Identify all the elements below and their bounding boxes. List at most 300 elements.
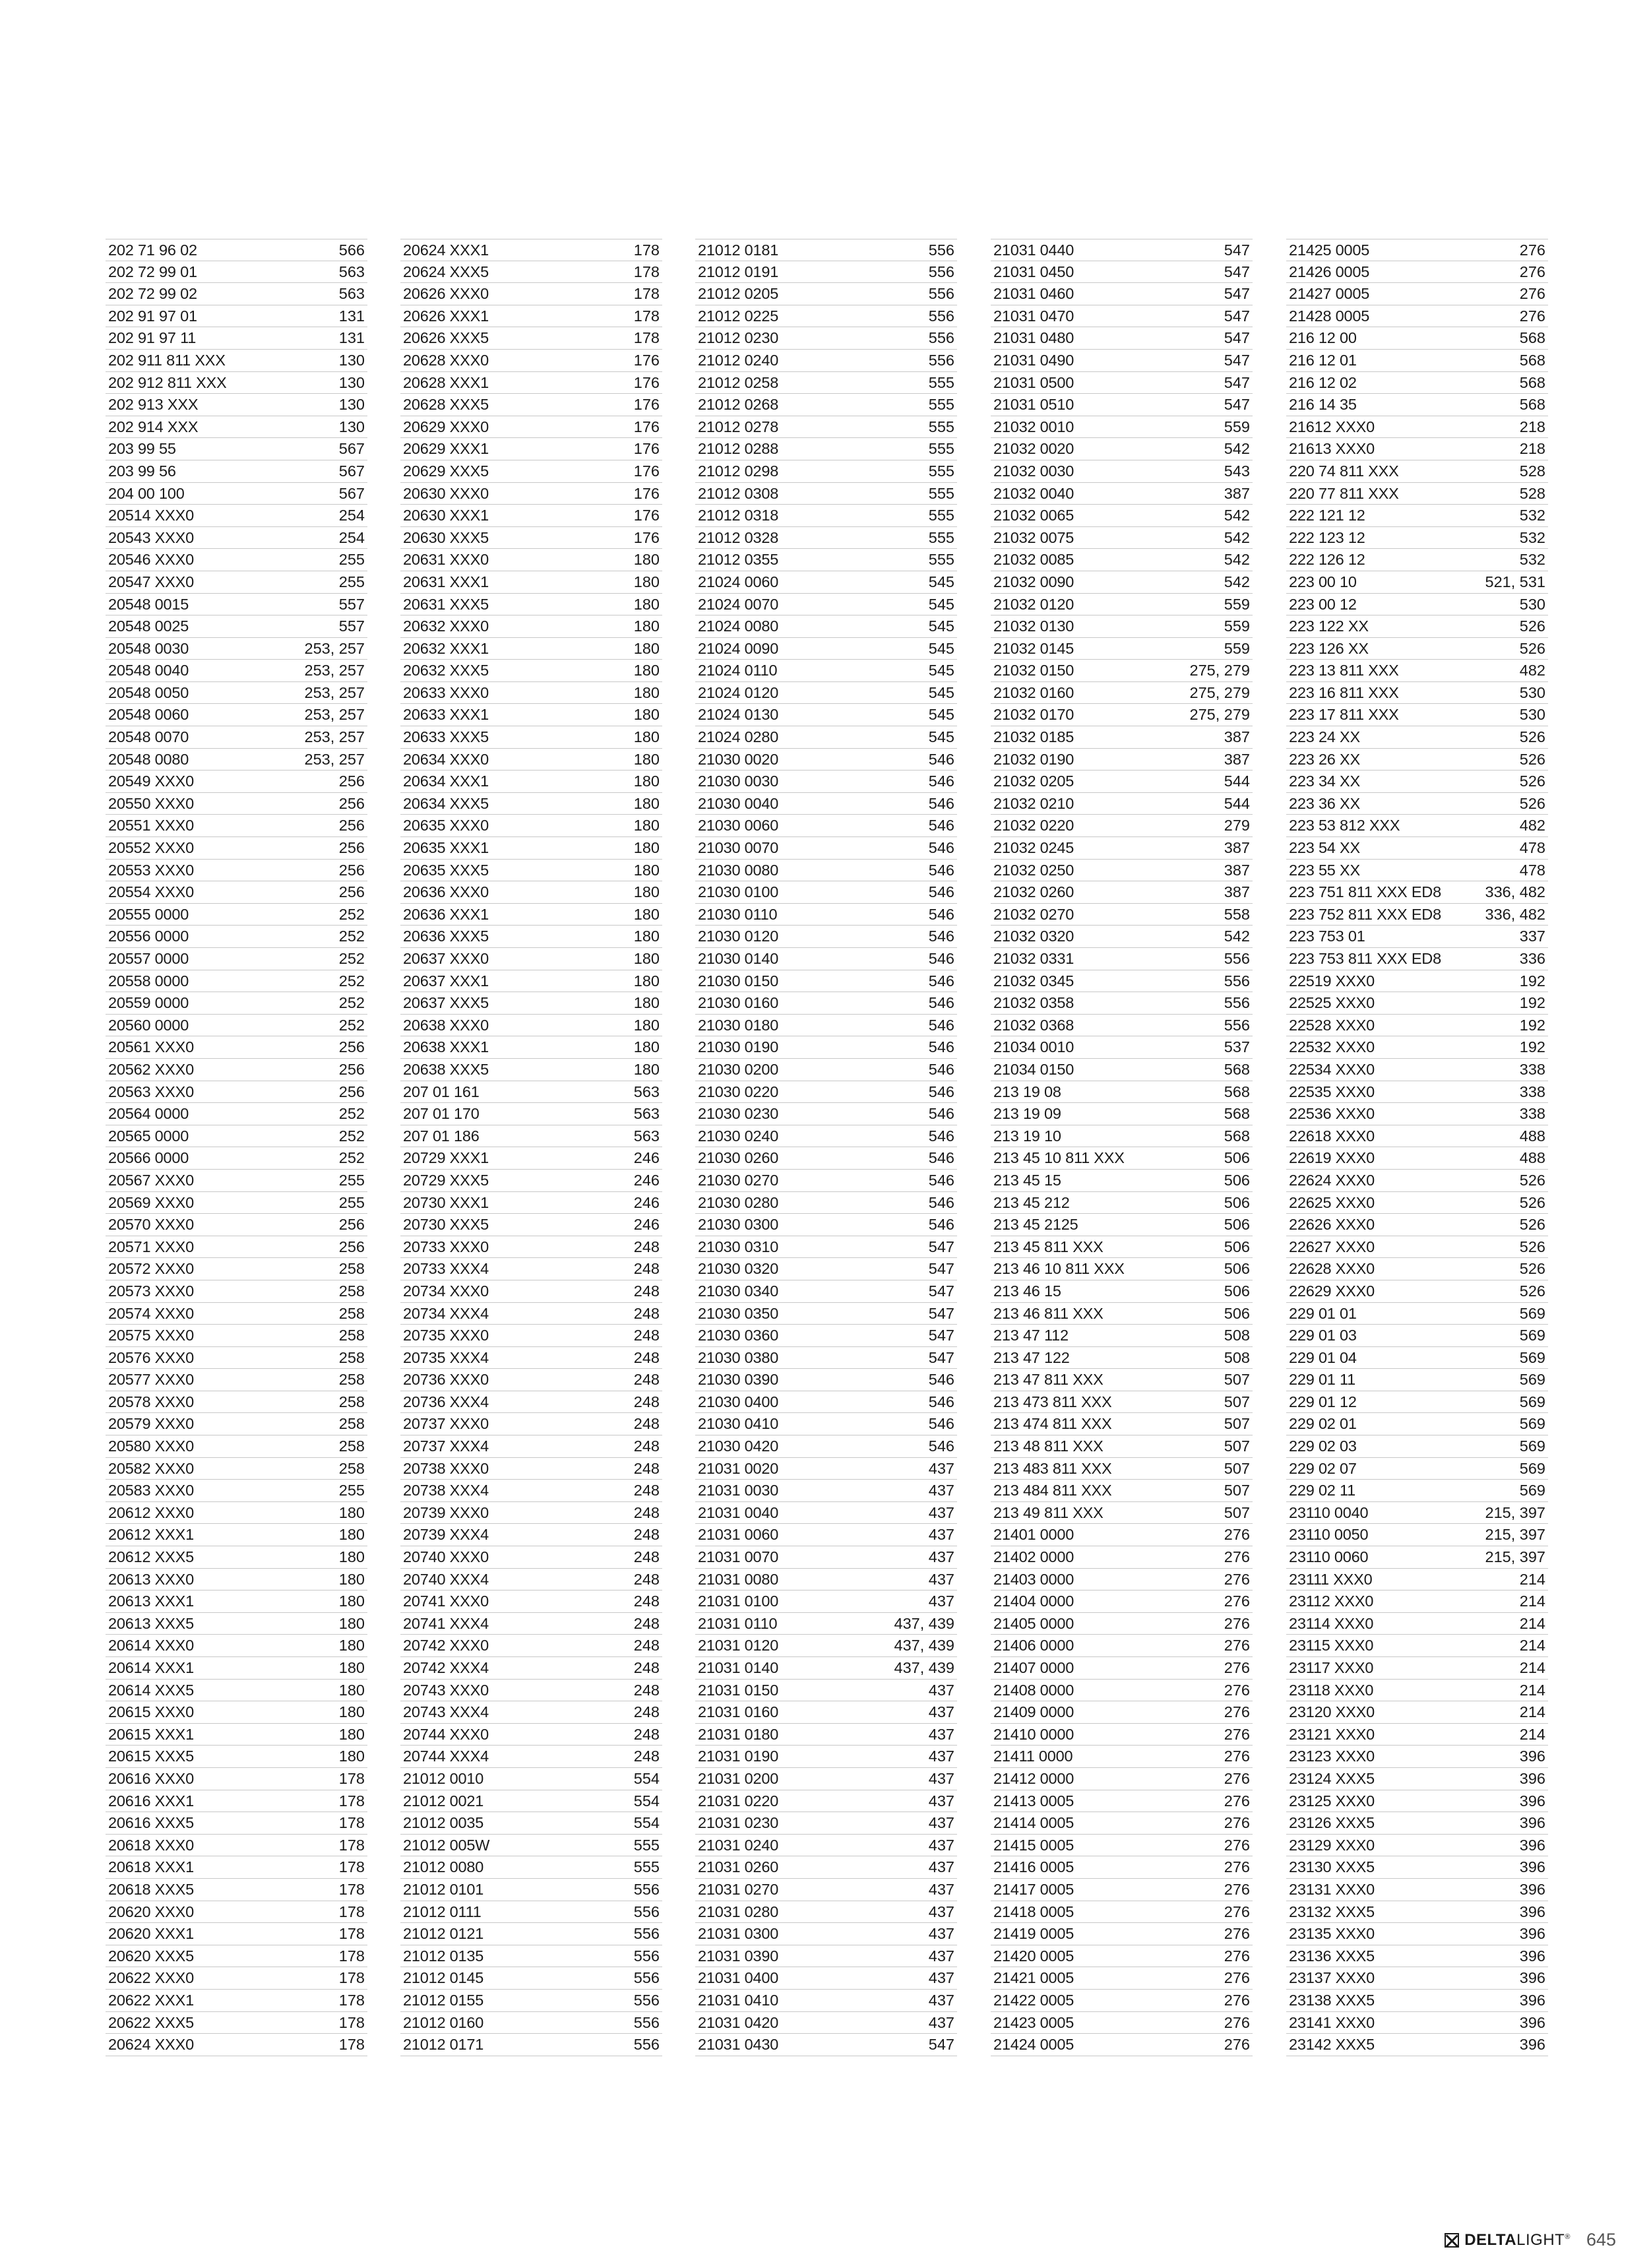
article-code: 21030 0190 [698,1038,779,1056]
index-row [695,1945,957,1968]
article-code: 21032 0170 [993,706,1074,724]
article-code: 223 26 XX [1289,750,1360,768]
index-row [695,1458,957,1480]
article-code: 21032 0270 [993,905,1074,923]
index-row [1286,1036,1548,1059]
article-code: 23137 XXX0 [1289,1969,1375,1987]
page-reference: 559 [1224,617,1250,635]
index-row [695,815,957,837]
article-code: 20638 XXX5 [403,1060,489,1078]
page-reference: 437 [928,1482,954,1499]
article-code: 20612 XXX5 [108,1548,194,1566]
article-code: 20622 XXX1 [108,1991,194,2009]
article-code: 213 474 811 XXX [993,1415,1112,1433]
page-reference: 555 [928,418,954,435]
page-reference: 547 [928,1348,954,1366]
article-code: 23131 XXX0 [1289,1880,1375,1898]
article-code: 21024 0060 [698,573,779,590]
article-code: 20633 XXX0 [403,683,489,701]
article-code: 213 47 122 [993,1348,1070,1366]
page-reference: 387 [1224,839,1250,857]
page-reference: 338 [1519,1083,1545,1100]
index-row [1286,726,1548,749]
index-row [106,549,367,571]
article-code: 223 126 XX [1289,639,1369,657]
page-reference: 506 [1224,1149,1250,1167]
page-reference: 218 [1519,440,1545,458]
article-code: 213 483 811 XXX [993,1459,1112,1477]
article-code: 20630 XXX0 [403,484,489,502]
page-reference: 176 [633,484,660,502]
page-reference: 178 [338,1814,365,1832]
page-reference: 248 [633,1393,660,1410]
index-row [106,438,367,460]
page-reference: 178 [338,1903,365,1920]
article-code: 20551 XXX0 [108,817,194,835]
page-reference: 180 [633,839,660,857]
page-reference: 214 [1519,1659,1545,1676]
index-row [106,1103,367,1125]
page-reference: 130 [338,373,365,391]
article-code: 20514 XXX0 [108,507,194,524]
index-row [400,1502,662,1525]
article-code: 216 12 01 [1289,351,1357,369]
index-row [106,1546,367,1569]
page-reference: 437 [928,1548,954,1566]
index-row [1286,350,1548,372]
article-code: 23124 XXX5 [1289,1769,1375,1787]
page-reference: 396 [1519,1880,1545,1898]
article-code: 23115 XXX0 [1289,1637,1374,1654]
page-reference: 248 [633,1637,660,1654]
index-row [695,1635,957,1657]
page-reference: 254 [338,528,365,546]
index-row [695,372,957,394]
page-reference: 506 [1224,1260,1250,1278]
index-row [106,1524,367,1546]
index-row [400,815,662,837]
article-code: 22525 XXX0 [1289,994,1375,1012]
article-code: 202 72 99 02 [108,285,197,303]
page-reference: 180 [633,750,660,768]
index-row [106,615,367,638]
page-reference: 255 [338,1193,365,1211]
index-row [106,571,367,594]
page-reference: 180 [633,972,660,990]
index-row [1286,1258,1548,1280]
article-code: 20543 XXX0 [108,528,194,546]
index-row [1286,1945,1548,1968]
index-row [695,615,957,638]
index-row [991,1680,1253,1702]
page-reference: 253, 257 [304,683,365,701]
index-row [400,1347,662,1370]
page-reference: 545 [928,639,954,657]
article-code: 20574 XXX0 [108,1304,194,1322]
page-reference: 556 [633,1903,660,1920]
page-reference: 547 [928,1260,954,1278]
page-reference: 246 [633,1216,660,1234]
page-reference: 556 [928,351,954,369]
index-row [695,726,957,749]
index-row [991,505,1253,527]
index-row [400,992,662,1015]
index-row [106,970,367,993]
index-row [400,926,662,948]
page-reference: 437 [928,1903,954,1920]
article-code: 213 45 10 811 XXX [993,1149,1125,1167]
page-reference: 180 [633,1060,660,1078]
page-reference: 437 [928,1969,954,1987]
article-code: 21030 0080 [698,861,779,879]
index-row [1286,948,1548,970]
page-reference: 542 [1224,528,1250,546]
page-reference: 568 [1224,1060,1250,1078]
index-row [1286,571,1548,594]
article-code: 21421 0005 [993,1969,1074,1987]
index-row [106,1901,367,1924]
page-reference: 180 [338,1548,365,1566]
page-reference: 130 [338,351,365,369]
page-reference: 546 [928,1105,954,1123]
index-row [106,460,367,483]
index-row [991,327,1253,350]
article-code: 21031 0220 [698,1792,779,1810]
page-reference: 437 [928,1459,954,1477]
article-code: 20548 0040 [108,662,189,679]
page-reference: 555 [928,396,954,414]
page-reference: 248 [633,1260,660,1278]
page-reference: 547 [1224,307,1250,325]
index-row [106,1059,367,1081]
page-reference: 276 [1519,285,1545,303]
index-row [991,726,1253,749]
page-reference: 180 [338,1748,365,1765]
article-code: 202 72 99 01 [108,263,197,280]
article-code: 21032 0130 [993,617,1074,635]
index-row [400,1192,662,1214]
page-reference: 178 [338,2013,365,2031]
article-code: 21030 0160 [698,994,779,1012]
article-code: 20548 0080 [108,750,189,768]
article-code: 21012 0328 [698,528,779,546]
article-code: 23125 XXX0 [1289,1792,1375,1810]
index-row [695,1059,957,1081]
index-row [1286,926,1548,948]
article-code: 21030 0280 [698,1193,779,1211]
page-reference: 547 [1224,329,1250,347]
article-code: 223 34 XX [1289,772,1360,790]
article-code: 20743 XXX0 [403,1681,489,1699]
page-reference: 180 [633,706,660,724]
page-reference: 248 [633,1348,660,1366]
article-code: 21012 0225 [698,307,779,325]
article-code: 20546 XXX0 [108,551,194,569]
page-reference: 563 [338,285,365,303]
index-row [400,327,662,350]
index-row [400,2034,662,2056]
article-code: 21031 0260 [698,1858,779,1876]
article-code: 21427 0005 [1289,285,1370,303]
index-row [991,1701,1253,1724]
page-reference: 176 [633,440,660,458]
page-reference: 178 [338,1836,365,1854]
article-code: 23142 XXX5 [1289,2036,1375,2054]
index-row [106,1480,367,1502]
index-row [695,881,957,904]
article-code: 20555 0000 [108,905,189,923]
page-reference: 437 [928,1503,954,1521]
article-code: 20744 XXX0 [403,1725,489,1743]
page-reference: 180 [633,595,660,613]
index-row [695,549,957,571]
page-reference: 248 [633,1725,660,1743]
article-code: 20626 XXX1 [403,307,489,325]
index-row [1286,682,1548,705]
index-row [1286,860,1548,882]
index-row [1286,305,1548,328]
index-row [1286,1746,1548,1768]
article-code: 21030 0340 [698,1282,779,1300]
article-code: 21406 0000 [993,1637,1074,1654]
article-code: 213 46 10 811 XXX [993,1260,1125,1278]
article-code: 229 01 12 [1289,1393,1357,1410]
page-reference: 255 [338,573,365,590]
page-reference: 246 [633,1149,660,1167]
page-reference: 507 [1224,1415,1250,1433]
article-code: 21031 0400 [698,1969,779,1987]
page-reference: 178 [633,329,660,347]
article-code: 21012 0145 [403,1969,484,1987]
index-row [400,1923,662,1945]
page-reference: 507 [1224,1503,1250,1521]
index-row [695,283,957,305]
index-row [106,416,367,439]
index-row [106,394,367,416]
article-code: 229 02 03 [1289,1437,1357,1455]
page-reference: 255 [338,1482,365,1499]
article-code: 21024 0120 [698,683,779,701]
index-column-1 [106,239,367,2056]
page-reference: 555 [928,484,954,502]
page-reference: 256 [338,817,365,835]
index-row [400,571,662,594]
page-reference: 180 [338,1592,365,1610]
article-code: 21612 XXX0 [1289,418,1375,435]
article-code: 21032 0085 [993,551,1074,569]
article-code: 202 914 XXX [108,418,199,435]
index-row [1286,615,1548,638]
page-reference: 178 [338,1769,365,1787]
page-reference: 542 [1224,507,1250,524]
article-code: 21032 0150 [993,662,1074,679]
index-row [400,1369,662,1391]
page-reference: 555 [928,462,954,480]
page-reference: 556 [633,2036,660,2054]
page-reference: 568 [1224,1105,1250,1123]
index-row [1286,638,1548,660]
index-row [106,926,367,948]
article-code: 20743 XXX4 [403,1703,489,1721]
index-row [106,948,367,970]
page-reference: 214 [1519,1725,1545,1743]
article-code: 20742 XXX0 [403,1637,489,1654]
index-row [695,2034,957,2056]
page-reference: 258 [338,1371,365,1389]
page-reference: 478 [1519,861,1545,879]
article-code: 20735 XXX4 [403,1348,489,1366]
page-reference: 176 [633,507,660,524]
page-reference: 276 [1224,1659,1250,1676]
article-code: 20634 XXX5 [403,794,489,812]
article-code: 229 01 04 [1289,1348,1357,1366]
index-row [991,1369,1253,1391]
page-reference: 180 [633,662,660,679]
page-reference: 214 [1519,1592,1545,1610]
article-code: 20552 XXX0 [108,839,194,857]
index-row [991,1458,1253,1480]
article-code: 21030 0410 [698,1415,779,1433]
index-row [991,261,1253,284]
article-code: 213 48 811 XXX [993,1437,1104,1455]
index-row [695,860,957,882]
article-code: 20578 XXX0 [108,1393,194,1410]
article-code: 23130 XXX5 [1289,1858,1375,1876]
article-code: 21030 0140 [698,950,779,967]
page-reference: 253, 257 [304,750,365,768]
article-code: 22619 XXX0 [1289,1149,1375,1167]
article-code: 21030 0150 [698,972,779,990]
index-row [106,860,367,882]
article-code: 20612 XXX0 [108,1503,194,1521]
index-row [106,771,367,793]
index-row [1286,1701,1548,1724]
article-code: 223 17 811 XXX [1289,706,1399,724]
index-row [106,1569,367,1591]
index-row [991,2012,1253,2034]
article-code: 23120 XXX0 [1289,1703,1375,1721]
index-row [400,1790,662,1813]
article-code: 20631 XXX1 [403,573,489,590]
article-code: 20615 XXX5 [108,1748,194,1765]
article-code: 21012 0268 [698,396,779,414]
page-reference: 248 [633,1748,660,1765]
page-reference: 256 [338,883,365,901]
article-code: 20741 XXX4 [403,1614,489,1632]
article-code: 21012 0080 [403,1858,484,1876]
index-row [991,438,1253,460]
article-code: 213 484 811 XXX [993,1482,1112,1499]
index-row [106,305,367,328]
index-row [695,1303,957,1325]
article-code: 20636 XXX1 [403,905,489,923]
index-row [1286,660,1548,682]
page-reference: 569 [1519,1327,1545,1344]
page-reference: 507 [1224,1482,1250,1499]
article-code: 222 126 12 [1289,551,1365,569]
index-row [400,394,662,416]
index-row [695,594,957,616]
article-code: 21422 0005 [993,1991,1074,2009]
index-row [1286,416,1548,439]
article-code: 20637 XXX5 [403,994,489,1012]
article-code: 20624 XXX0 [108,2036,194,2054]
article-code: 20564 0000 [108,1105,189,1123]
page-reference: 258 [338,1437,365,1455]
article-code: 21030 0220 [698,1083,779,1100]
index-row [1286,1569,1548,1591]
index-row [695,1280,957,1303]
index-row [1286,837,1548,860]
page-reference: 546 [928,861,954,879]
index-row [695,1081,957,1104]
page-reference: 252 [338,928,365,945]
page-reference: 482 [1519,817,1545,835]
article-code: 20618 XXX1 [108,1858,194,1876]
page-reference: 547 [1224,263,1250,280]
article-code: 21419 0005 [993,1925,1074,1943]
article-code: 21408 0000 [993,1681,1074,1699]
index-row [1286,704,1548,726]
index-row [695,1147,957,1170]
page-reference: 556 [633,1991,660,2009]
article-code: 21417 0005 [993,1880,1074,1898]
article-code: 21032 0331 [993,950,1074,967]
article-code: 207 01 161 [403,1083,480,1100]
page-reference: 336, 482 [1485,905,1545,923]
article-code: 21416 0005 [993,1858,1074,1876]
index-row [1286,904,1548,926]
page-reference: 396 [1519,1947,1545,1965]
page-reference: 555 [928,507,954,524]
page-reference: 506 [1224,1171,1250,1189]
brand-bold: DELTA [1464,2230,1517,2249]
article-code: 21410 0000 [993,1725,1074,1743]
article-code: 20730 XXX5 [403,1216,489,1234]
index-row [106,483,367,505]
page-reference: 547 [928,1238,954,1255]
article-code: 22536 XXX0 [1289,1105,1375,1123]
page-reference: 563 [633,1083,660,1100]
page-reference: 215, 397 [1485,1503,1545,1521]
index-row [400,438,662,460]
article-code: 21024 0090 [698,639,779,657]
page-reference: 547 [928,2036,954,2054]
article-code: 20734 XXX0 [403,1282,489,1300]
article-code: 20563 XXX0 [108,1083,194,1100]
article-code: 21030 0350 [698,1304,779,1322]
article-code: 21031 0270 [698,1880,779,1898]
article-code: 21031 0410 [698,1991,779,2009]
page-reference: 276 [1224,1814,1250,1832]
page-reference: 569 [1519,1371,1545,1389]
page-reference: 256 [338,794,365,812]
page-reference: 506 [1224,1193,1250,1211]
page-reference: 248 [633,1570,660,1588]
page-reference: 178 [338,1991,365,2009]
index-row [1286,1768,1548,1790]
index-row [991,1923,1253,1945]
index-row [1286,1391,1548,1414]
article-code: 20553 XXX0 [108,861,194,879]
article-code: 21030 0060 [698,817,779,835]
page-reference: 547 [1224,351,1250,369]
index-row [695,1170,957,1192]
page-reference: 176 [633,418,660,435]
page-reference: 508 [1224,1348,1250,1366]
page-reference: 258 [338,1415,365,1433]
index-row [695,904,957,926]
